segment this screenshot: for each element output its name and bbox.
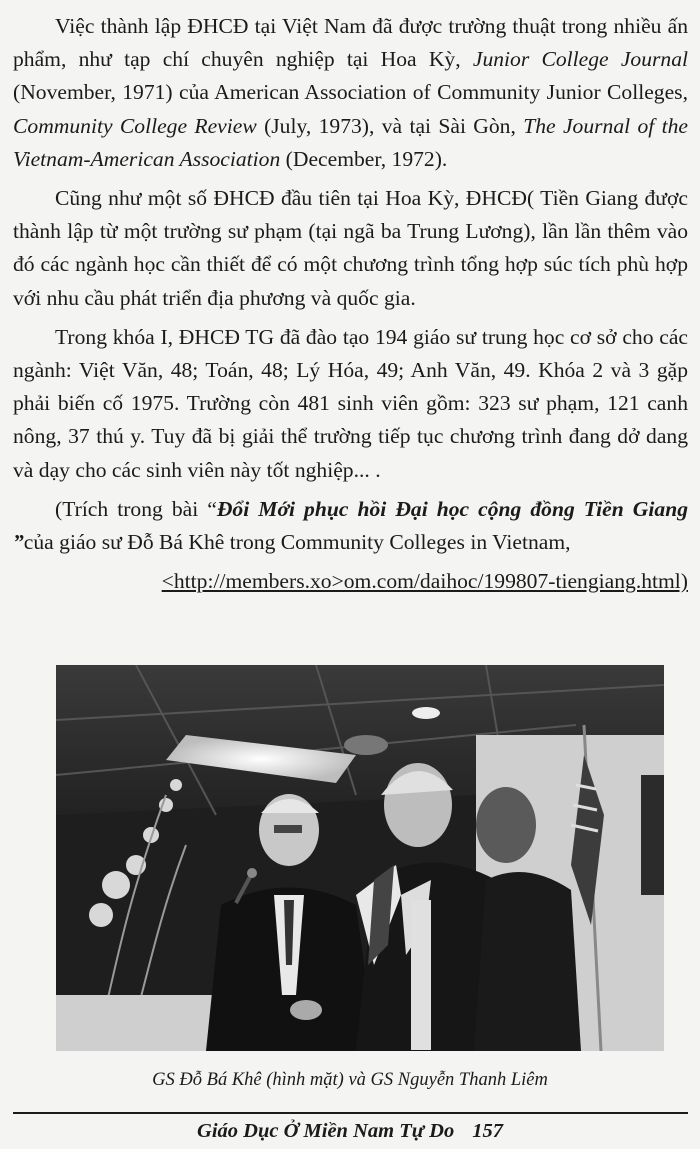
article-title: Đổi Mới phục hồi Đại học cộng đồng Tiền Giang ” — [13, 496, 688, 555]
paragraph-text: (November, 1971) của American Association of Community Junior Colleges, — [13, 80, 688, 105]
journal-title-community-college-review: Community College Review — [13, 113, 257, 138]
citation-url: <http://members.xo>om.com/daihoc/199807-tiengiang.html) — [161, 569, 688, 594]
paragraph-citation — [13, 493, 688, 559]
paragraph-founding: Cũng như một số ĐHCĐ đầu tiên tại Hoa Kỳ, ĐHCĐ( Tiền Giang được thành lập từ một trường sư phạm (tại ngã ba Trung Lương), lần lần thêm vào đó các ngành học cần thiết để có một chương trình tổng hợp súc tích phù hợp với nhu cầu phát triển địa phương và quốc gia. — [13, 186, 688, 310]
footer-divider — [13, 1112, 688, 1114]
body-text — [13, 10, 688, 598]
citation-text: của giáo sư Đỗ Bá Khê trong Community Colleges in Vietnam, — [23, 530, 571, 555]
paragraph-text: (December, 1972). — [280, 146, 448, 171]
paragraph-publications — [13, 10, 688, 176]
photo-illustration — [56, 665, 664, 1051]
event-photo — [56, 665, 664, 1051]
book-title: Giáo Dục Ở Miền Nam Tự Do — [197, 1120, 455, 1142]
page-number: 157 — [472, 1120, 503, 1142]
photo-caption: GS Đỗ Bá Khê (hình mặt) và GS Nguyễn Thanh Liêm — [152, 1070, 548, 1090]
paragraph-text: Việc thành lập ĐHCĐ tại Việt Nam đã được trường thuật trong nhiều ấn phẩm, như tạp chí chuyên nghiệp tại Hoa Kỳ, — [13, 14, 688, 72]
paragraph-enrollment: Trong khóa I, ĐHCĐ TG đã đào tạo 194 giáo sư trung học cơ sở cho các ngành: Việt Văn, 48; Toán, 48; Lý Hóa, 49; Anh Văn, 49. Khóa 2 và 3 gặp phải biến cố 1975. Trường còn 481 sinh viên gồm: 323 sư phạm, 121 canh nông, 37 thú y. Tuy đã bị giải thể trường tiếp tục chương trình đang dở dang và dạy cho các sinh viên này tốt nghiệp... . — [13, 324, 688, 482]
citation-url-line — [13, 565, 688, 598]
journal-title-vietnam-american: The Journal of the Vietnam-American Association — [13, 113, 688, 171]
paragraph-text: (July, 1973), và tại Sài Gòn, — [256, 113, 524, 138]
citation-text: (Trích trong bài “ — [55, 496, 217, 521]
journal-title-junior-college: Junior College Journal — [472, 47, 689, 72]
page-footer — [0, 1120, 700, 1143]
